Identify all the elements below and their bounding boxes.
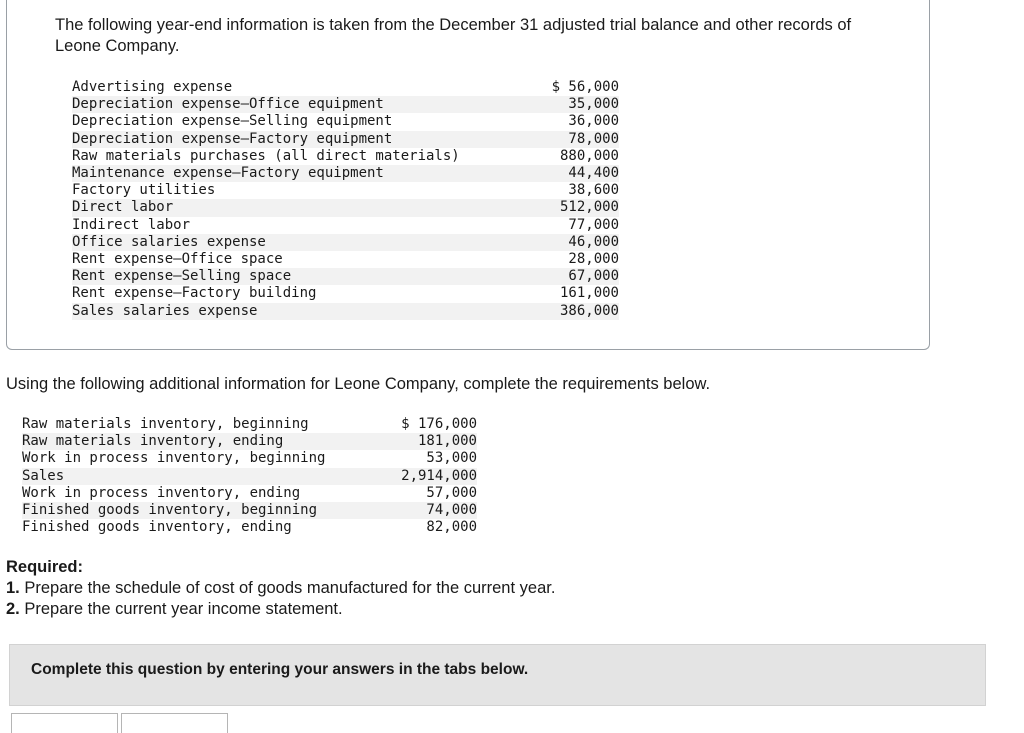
table-row	[72, 148, 619, 165]
row-amount: 78,000	[547, 131, 619, 148]
intro-text: The following year-end information is taken from the December 31 adjusted trial balance and other records of Leone Company.	[55, 16, 852, 55]
table-row	[72, 165, 619, 182]
row-label: Raw materials purchases (all direct materials)	[72, 147, 460, 164]
row-amount: 53,000	[426, 450, 477, 467]
row-label: Work in process inventory, ending	[22, 484, 301, 501]
instruction-text: Complete this question by entering your answers in the tabs below.	[31, 661, 529, 678]
table-row	[22, 416, 477, 433]
table-row	[22, 468, 477, 485]
row-amount: 880,000	[559, 147, 619, 164]
row-label: Factory utilities	[72, 182, 216, 199]
table-row	[72, 113, 619, 130]
row-amount: 512,000	[547, 199, 619, 216]
requirement-1: 1. Prepare the schedule of cost of goods manufactured for the current year.	[6, 579, 556, 597]
row-amount: 77,000	[568, 216, 619, 233]
table-row	[22, 485, 477, 502]
row-amount: 57,000	[426, 484, 477, 501]
row-label: Indirect labor	[72, 216, 191, 233]
row-label: Sales salaries expense	[72, 303, 547, 320]
row-label: Office salaries expense	[72, 234, 547, 251]
row-label: Depreciation expense—Factory equipment	[72, 131, 547, 148]
row-label: Advertising expense	[72, 79, 233, 95]
table-row	[72, 268, 619, 285]
row-amount: 74,000	[396, 502, 477, 519]
table-row	[72, 79, 619, 96]
row-amount: 44,400	[547, 165, 619, 182]
table-row	[72, 217, 619, 234]
table-row	[22, 450, 477, 467]
required-heading: Required:	[6, 558, 84, 576]
instruction-banner	[9, 644, 986, 706]
row-label: Rent expense—Office space	[72, 251, 283, 268]
row-amount: 46,000	[547, 234, 619, 251]
row-label: Raw materials inventory, beginning	[22, 416, 309, 432]
table-row	[72, 131, 619, 148]
row-amount: 36,000	[568, 113, 619, 130]
tab-required-1[interactable]	[11, 713, 118, 733]
table-row	[72, 251, 619, 268]
requirement-2: 2. Prepare the current year income statement.	[6, 600, 343, 618]
additional-info-lead: Using the following additional information for Leone Company, complete the requirements below.	[6, 375, 711, 393]
table-row	[22, 502, 477, 519]
row-label: Finished goods inventory, ending	[22, 519, 292, 536]
row-amount: 82,000	[426, 519, 477, 536]
table-row	[72, 285, 619, 302]
table-row	[72, 96, 619, 113]
row-amount: 2,914,000	[396, 468, 477, 485]
row-label: Direct labor	[72, 199, 547, 216]
table-row	[72, 199, 619, 216]
table-row	[72, 182, 619, 199]
row-amount: 28,000	[568, 251, 619, 268]
row-amount: 38,600	[568, 182, 619, 199]
row-amount: $ 176,000	[401, 416, 477, 432]
table-row	[22, 519, 477, 536]
requirements	[6, 557, 555, 620]
row-amount: 161,000	[559, 285, 619, 302]
additional-info-table	[22, 416, 477, 536]
row-label: Sales	[22, 468, 396, 485]
row-label: Raw materials inventory, ending	[22, 433, 396, 450]
row-label: Rent expense—Selling space	[72, 268, 547, 285]
row-amount: 35,000	[547, 96, 619, 113]
row-amount: 67,000	[547, 268, 619, 285]
row-label: Depreciation expense—Selling equipment	[72, 113, 393, 130]
trial-balance-table	[72, 79, 619, 320]
tab-required-2[interactable]	[121, 713, 228, 733]
row-label: Depreciation expense—Office equipment	[72, 96, 547, 113]
table-row	[22, 433, 477, 450]
row-label: Finished goods inventory, beginning	[22, 502, 396, 519]
row-amount: $ 56,000	[551, 79, 619, 95]
row-amount: 181,000	[396, 433, 477, 450]
row-amount: 386,000	[547, 303, 619, 320]
row-label: Work in process inventory, beginning	[22, 450, 326, 467]
table-row	[72, 303, 619, 320]
row-label: Maintenance expense—Factory equipment	[72, 165, 547, 182]
table-row	[72, 234, 619, 251]
row-label: Rent expense—Factory building	[72, 285, 317, 302]
